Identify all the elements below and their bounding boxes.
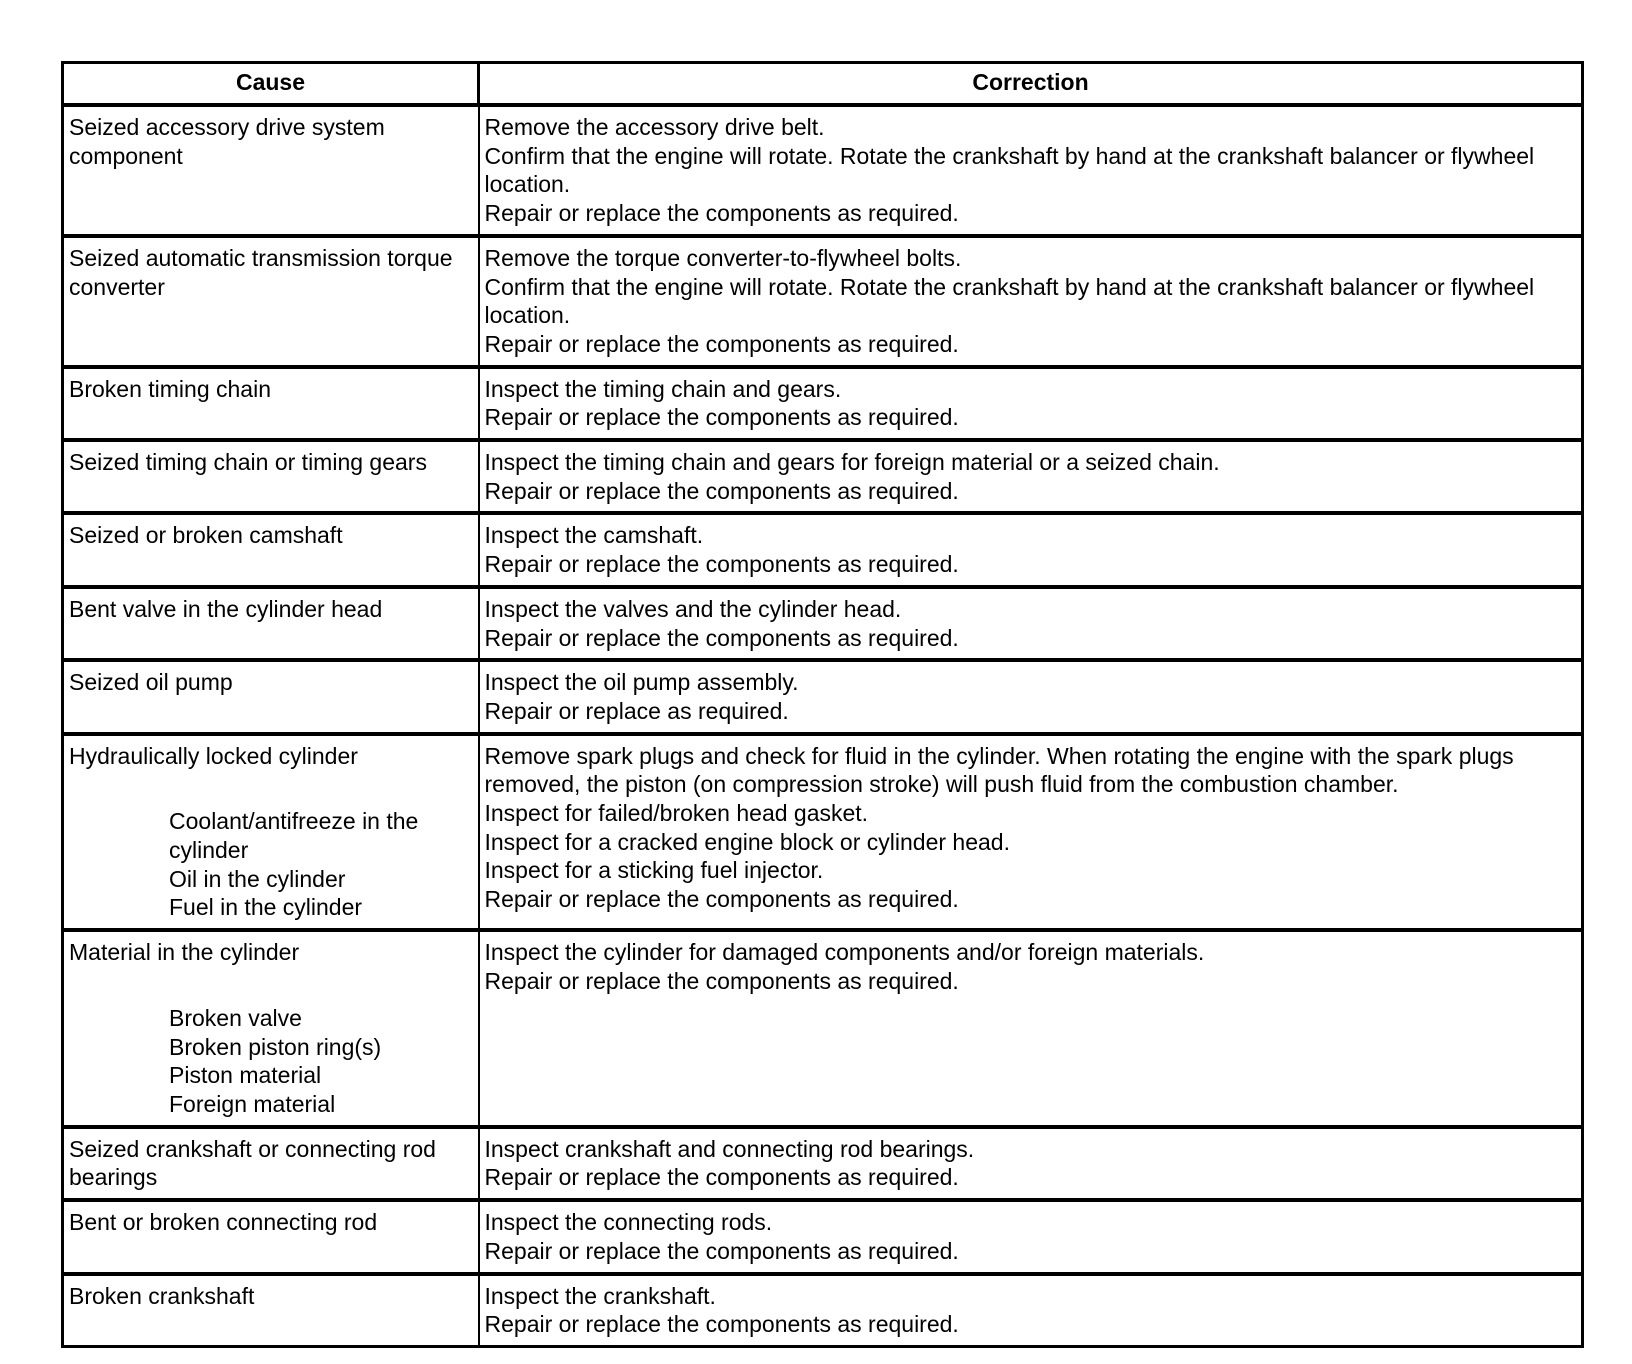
table-row <box>63 367 1583 440</box>
sub-cause-list <box>69 1004 474 1119</box>
correction-step: Inspect for failed/broken head gasket. <box>484 800 869 827</box>
table-row <box>63 587 1583 660</box>
correction-step: Inspect the crankshaft. <box>484 1282 716 1309</box>
correction-step: Confirm that the engine will rotate. Rotate the crankshaft by hand at the crankshaft balancer or flywheel location. <box>484 273 1535 329</box>
sub-cause-item: Foreign material <box>169 1090 336 1117</box>
correction-step: Inspect the cylinder for damaged components and/or foreign materials. <box>484 939 1205 966</box>
correction-cell <box>479 587 1583 660</box>
correction-step: Remove the accessory drive belt. <box>484 114 825 140</box>
cause-text: Seized automatic transmission torque converter <box>69 244 453 300</box>
correction-step: Repair or replace the components as required. <box>484 967 959 994</box>
correction-step: Inspect the timing chain and gears for foreign material or a seized chain. <box>484 449 1220 476</box>
cause-text: Bent valve in the cylinder head <box>69 595 383 622</box>
correction-cell <box>479 930 1583 1127</box>
cause-cell <box>63 734 479 931</box>
correction-step: Repair or replace as required. <box>484 697 789 724</box>
table-row <box>63 734 1583 931</box>
correction-cell <box>479 367 1583 440</box>
cause-cell <box>63 367 479 440</box>
correction-step: Inspect the oil pump assembly. <box>484 669 799 696</box>
table-row <box>63 1274 1583 1347</box>
correction-cell <box>479 513 1583 586</box>
cause-text: Seized oil pump <box>69 669 233 696</box>
table-body <box>63 105 1583 1346</box>
correction-cell <box>479 236 1583 367</box>
correction-step: Inspect for a sticking fuel injector. <box>484 857 824 884</box>
table-row <box>63 1127 1583 1200</box>
cause-cell <box>63 236 479 367</box>
correction-column-header: Correction <box>479 63 1583 106</box>
cause-text: Seized or broken camshaft <box>69 522 343 549</box>
cause-text: Seized timing chain or timing gears <box>69 449 427 476</box>
table-row <box>63 105 1583 236</box>
correction-step: Remove spark plugs and check for fluid in the cylinder. When rotating the engine with the spark plugs removed, the piston (on compression stroke) will push fluid from the combustion chamber. <box>484 742 1514 798</box>
correction-step: Repair or replace the components as required. <box>484 1164 959 1191</box>
cause-text: Seized accessory drive system component <box>69 114 385 169</box>
cause-cell <box>63 440 479 513</box>
cause-text: Material in the cylinder <box>69 939 300 966</box>
cause-text: Hydraulically locked cylinder <box>69 742 358 769</box>
correction-cell <box>479 660 1583 733</box>
correction-step: Repair or replace the components as required. <box>484 624 959 651</box>
sub-cause-item: Broken piston ring(s) <box>169 1033 382 1060</box>
correction-step: Repair or replace the components as required. <box>484 1311 959 1338</box>
correction-cell <box>479 1274 1583 1347</box>
cause-text: Broken crankshaft <box>69 1282 255 1309</box>
correction-step: Repair or replace the components as required. <box>484 551 959 578</box>
sub-cause-item: Coolant/antifreeze in the cylinder <box>169 808 419 864</box>
correction-step: Inspect for a cracked engine block or cylinder head. <box>484 828 1010 855</box>
sub-cause-item: Fuel in the cylinder <box>169 894 363 921</box>
sub-cause-list <box>69 807 474 922</box>
correction-step: Repair or replace the components as required. <box>484 200 959 227</box>
correction-step: Inspect the valves and the cylinder head. <box>484 595 902 622</box>
correction-cell <box>479 105 1583 236</box>
table-row <box>63 440 1583 513</box>
correction-step: Repair or replace the components as required. <box>484 330 959 357</box>
cause-cell <box>63 105 479 236</box>
table-row <box>63 236 1583 367</box>
sub-cause-item: Oil in the cylinder <box>169 865 346 892</box>
correction-step: Inspect the camshaft. <box>484 522 704 549</box>
table-row <box>63 1200 1583 1273</box>
cause-column-header: Cause <box>63 63 479 106</box>
table-row <box>63 660 1583 733</box>
cause-cell <box>63 660 479 733</box>
correction-cell <box>479 440 1583 513</box>
cause-cell <box>63 1127 479 1200</box>
cause-cell <box>63 1274 479 1347</box>
correction-step: Inspect the connecting rods. <box>484 1209 773 1236</box>
correction-cell <box>479 1127 1583 1200</box>
correction-step: Confirm that the engine will rotate. Rotate the crankshaft by hand at the crankshaft balancer or flywheel location. <box>484 142 1535 198</box>
correction-cell <box>479 734 1583 931</box>
table-header-row <box>63 63 1583 106</box>
sub-cause-item: Broken valve <box>169 1004 302 1031</box>
cause-text: Bent or broken connecting rod <box>69 1209 378 1236</box>
table-row <box>63 513 1583 586</box>
cause-text: Seized crankshaft or connecting rod bearings <box>69 1135 436 1191</box>
cause-cell <box>63 587 479 660</box>
cause-cell <box>63 513 479 586</box>
correction-step: Repair or replace the components as required. <box>484 1237 959 1264</box>
correction-step: Inspect the timing chain and gears. <box>484 375 842 402</box>
cause-text: Broken timing chain <box>69 375 271 402</box>
diagnostic-table <box>61 61 1584 1348</box>
correction-cell <box>479 1200 1583 1273</box>
correction-step: Inspect crankshaft and connecting rod bearings. <box>484 1135 975 1162</box>
table-row <box>63 930 1583 1127</box>
correction-step: Repair or replace the components as required. <box>484 404 959 431</box>
correction-step: Remove the torque converter-to-flywheel bolts. <box>484 244 962 271</box>
correction-step: Repair or replace the components as required. <box>484 886 959 913</box>
cause-cell <box>63 1200 479 1273</box>
correction-step: Repair or replace the components as required. <box>484 477 959 504</box>
sub-cause-item: Piston material <box>169 1062 322 1089</box>
cause-cell <box>63 930 479 1127</box>
